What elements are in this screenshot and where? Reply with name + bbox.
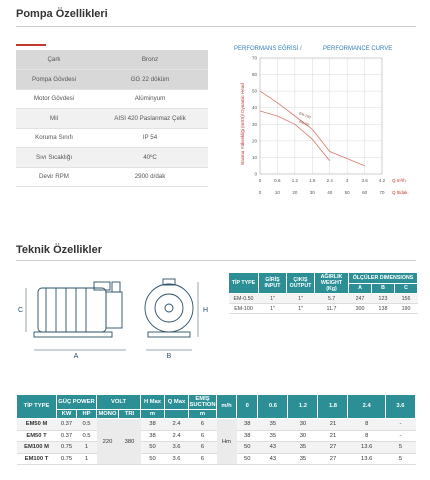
header-unit-m: m: [141, 410, 165, 419]
dim-label-a: A: [73, 353, 79, 360]
header-col-4: 2.4: [348, 395, 385, 419]
spec-value: GG 22 döküm: [92, 70, 208, 90]
cell-a: 300: [349, 304, 372, 314]
cell-value: 21: [318, 430, 348, 442]
cell-kw: 0.37: [57, 419, 77, 431]
header-q-max: Q Max: [165, 395, 189, 410]
chart-ytick-label: 40: [251, 105, 257, 111]
specs-row: [16, 167, 208, 187]
chart-series-label: EM-50: [298, 119, 310, 128]
dim-label-c: C: [18, 307, 24, 314]
chart-x2tick-label: 10: [274, 190, 280, 195]
cell-q-max: 3.6: [165, 453, 189, 465]
chart-x2tick-label: 60: [362, 190, 368, 195]
cell-h-max: 50: [141, 442, 165, 454]
performance-title-en: PERFORMANCE CURVE: [323, 46, 393, 52]
section-title-technical: Teknik Özellikler: [16, 244, 103, 256]
cell-volt-mono: 220: [97, 419, 119, 465]
header-kw: KW: [57, 410, 77, 419]
pump-head-shape: [106, 292, 122, 328]
header-a: A: [349, 283, 372, 294]
chart-x2tick-label: 40: [327, 190, 333, 195]
cell-q-max: 3.6: [165, 442, 189, 454]
header-outlet: ÇIKIŞ OUTPUT: [287, 273, 315, 294]
header-tri: TRI: [119, 410, 141, 419]
header-c: C: [394, 283, 417, 294]
header-col-0: 0: [237, 395, 258, 419]
chart-ytick-label: 30: [251, 121, 257, 127]
pump-technical-drawing: [16, 266, 216, 376]
header-col-3: 1.8: [318, 395, 348, 419]
cell-h-max: 38: [141, 419, 165, 431]
cell-type: EM100 T: [17, 453, 57, 465]
cell-value: 13.6: [348, 453, 385, 465]
chart-ylabel: Basma Yüksekliği (mSS)/ Dynamic Head: [240, 83, 245, 165]
specs-row: [16, 128, 208, 148]
specs-table: [16, 50, 208, 187]
spec-label: Koruma Sınıfı: [16, 128, 92, 148]
chart-xtick-label: 0.6: [274, 178, 281, 183]
cell-value: 21: [318, 419, 348, 431]
dim-label-h: H: [203, 307, 209, 314]
motor-body-shape: [38, 288, 106, 332]
chart-x2tick-label: 0: [258, 190, 262, 195]
cell-hm: Hm: [217, 419, 237, 465]
cell-value: 43: [258, 453, 288, 465]
chart-xtick-label: 3: [345, 178, 349, 183]
table-row: [229, 294, 418, 304]
chart-xtick-label: 2.4: [326, 178, 333, 183]
chart-xlabel: Q m³/h: [392, 178, 406, 183]
chart-x2tick-label: 20: [292, 190, 298, 195]
cell-outlet: 1": [287, 294, 315, 304]
cell-b: 138: [371, 304, 394, 314]
cell-value: 50: [237, 453, 258, 465]
header-type: TİP TYPE: [229, 273, 259, 294]
performance-table: [16, 394, 416, 465]
cell-h-max: 50: [141, 453, 165, 465]
chart-ytick-label: 50: [251, 88, 257, 94]
header-weight: AĞIRLIK WEIGHT (Kg): [315, 273, 349, 294]
header-type: TİP TYPE: [17, 395, 57, 419]
chart-ytick-label: 10: [251, 154, 257, 160]
terminal-box-shape: [94, 282, 110, 290]
specs-row: [16, 70, 208, 90]
header-h-max: H Max: [141, 395, 165, 410]
table-row: [17, 453, 416, 465]
chart-xtick-label: 3.6: [361, 178, 368, 183]
header-unit-m: m: [189, 410, 217, 419]
cell-type: EM100 M: [17, 442, 57, 454]
header-mh: m/h: [217, 395, 237, 419]
header-inlet: GİRİŞ INPUT: [259, 273, 287, 294]
cell-q-max: 2.4: [165, 430, 189, 442]
front-view-circle: [145, 284, 193, 332]
performance-chart: [230, 52, 420, 197]
header-unit-m3h: [165, 410, 189, 419]
cell-inlet: 1": [259, 304, 287, 314]
spec-label: Pompa Gövdesi: [16, 70, 92, 90]
chart-x2tick-label: 70: [379, 190, 385, 195]
cell-h-max: 38: [141, 430, 165, 442]
cell-hp: 0.5: [77, 430, 97, 442]
section-title-pump-features: Pompa Özellikleri: [16, 8, 108, 20]
cell-a: 247: [349, 294, 372, 304]
cell-value: 30: [288, 419, 318, 431]
header-col-1: 0.6: [258, 395, 288, 419]
cell-type: EM-100: [229, 304, 259, 314]
cell-value: 8: [348, 419, 385, 431]
performance-title-tr: PERFORMANS EĞRİSİ /: [234, 46, 302, 52]
chart-xtick-label: 1.8: [309, 178, 316, 183]
chart-ytick-label: 0: [254, 171, 257, 177]
cell-kw: 0.75: [57, 453, 77, 465]
accent-bar: [16, 44, 46, 46]
outlet-port-shape: [112, 282, 120, 292]
cell-type: EM50 M: [17, 419, 57, 431]
cell-c: 156: [394, 294, 417, 304]
cell-value: 35: [288, 453, 318, 465]
cell-value: 38: [237, 419, 258, 431]
cell-hp: 0.5: [77, 419, 97, 431]
specs-row: [16, 109, 208, 129]
cell-suction: 6: [189, 442, 217, 454]
cell-value: 30: [288, 430, 318, 442]
cell-value: 13.6: [348, 442, 385, 454]
spec-label: Sıvı Sıcaklığı: [16, 148, 92, 168]
header-col-2: 1.2: [288, 395, 318, 419]
cell-kw: 0.37: [57, 430, 77, 442]
table-row: [229, 304, 418, 314]
header-mono: MONO: [98, 410, 117, 417]
chart-xtick-label: 1.2: [291, 178, 298, 183]
spec-label: Motor Gövdesi: [16, 89, 92, 109]
cell-hp: 1: [77, 442, 97, 454]
spec-value: Bronz: [92, 50, 208, 70]
chart-ytick-label: 20: [251, 138, 257, 144]
cell-suction: 6: [189, 419, 217, 431]
cell-value: 8: [348, 430, 385, 442]
chart-x2label: Q lt/dak.: [392, 190, 409, 195]
chart-ytick-label: 60: [251, 72, 257, 78]
cell-hp: 1: [77, 453, 97, 465]
cell-value: 43: [258, 442, 288, 454]
cell-value: 38: [237, 430, 258, 442]
cell-type: EM50 T: [17, 430, 57, 442]
chart-xtick-label: 0: [258, 178, 262, 183]
cell-q-max: 2.4: [165, 419, 189, 431]
cell-c: 190: [394, 304, 417, 314]
cell-outlet: 1": [287, 304, 315, 314]
table-row: [17, 419, 416, 431]
cell-suction: 6: [189, 430, 217, 442]
chart-x2tick-label: 50: [344, 190, 350, 195]
spec-label: Çark: [16, 50, 92, 70]
header-volt: VOLT: [97, 395, 141, 410]
spec-label: Mil: [16, 109, 92, 129]
header-suction: EMİŞ SUCTION: [189, 395, 216, 408]
cell-value: 50: [237, 442, 258, 454]
header-b: B: [371, 283, 394, 294]
header-dimensions: ÖLÇÜLER DIMENSIONS: [349, 273, 418, 284]
cell-value: 5: [385, 442, 415, 454]
header-hp: HP: [77, 410, 97, 419]
dimensions-table: [228, 272, 418, 314]
specs-row: [16, 148, 208, 168]
section-divider: [16, 26, 416, 27]
cell-value: -: [385, 430, 415, 442]
cell-value: 35: [258, 419, 288, 431]
cell-inlet: 1": [259, 294, 287, 304]
dim-label-b: B: [166, 353, 172, 360]
spec-value: IP 54: [92, 128, 208, 148]
spec-value: AISI 420 Paslanmaz Çelik: [92, 109, 208, 129]
spec-value: 2900 d/dak: [92, 167, 208, 187]
cell-kw: 0.75: [57, 442, 77, 454]
specs-row: [16, 50, 208, 70]
chart-ytick-label: 70: [251, 55, 257, 61]
spec-value: 40ºC: [92, 148, 208, 168]
header-col-5: 3.6: [385, 395, 415, 419]
cell-suction: 6: [189, 453, 217, 465]
cell-value: 27: [318, 453, 348, 465]
cell-weight: 11.7: [315, 304, 349, 314]
table-row: [17, 442, 416, 454]
cell-value: 27: [318, 442, 348, 454]
cell-value: 35: [288, 442, 318, 454]
cell-value: -: [385, 419, 415, 431]
cell-weight: 5.7: [315, 294, 349, 304]
chart-x2tick-label: 30: [309, 190, 315, 195]
cell-b: 123: [371, 294, 394, 304]
section-divider: [16, 260, 416, 261]
table-row: [17, 430, 416, 442]
header-power: GÜÇ POWER: [57, 395, 97, 410]
cell-volt-tri: 380: [119, 419, 141, 465]
cell-value: 35: [258, 430, 288, 442]
cell-type: EM-0.50: [229, 294, 259, 304]
spec-value: Alüminyum: [92, 89, 208, 109]
chart-xtick-label: 4.2: [378, 178, 386, 183]
cell-value: 5: [385, 453, 415, 465]
specs-row: [16, 89, 208, 109]
chart-series-label: EM-100: [298, 111, 312, 120]
spec-label: Devir RPM: [16, 167, 92, 187]
